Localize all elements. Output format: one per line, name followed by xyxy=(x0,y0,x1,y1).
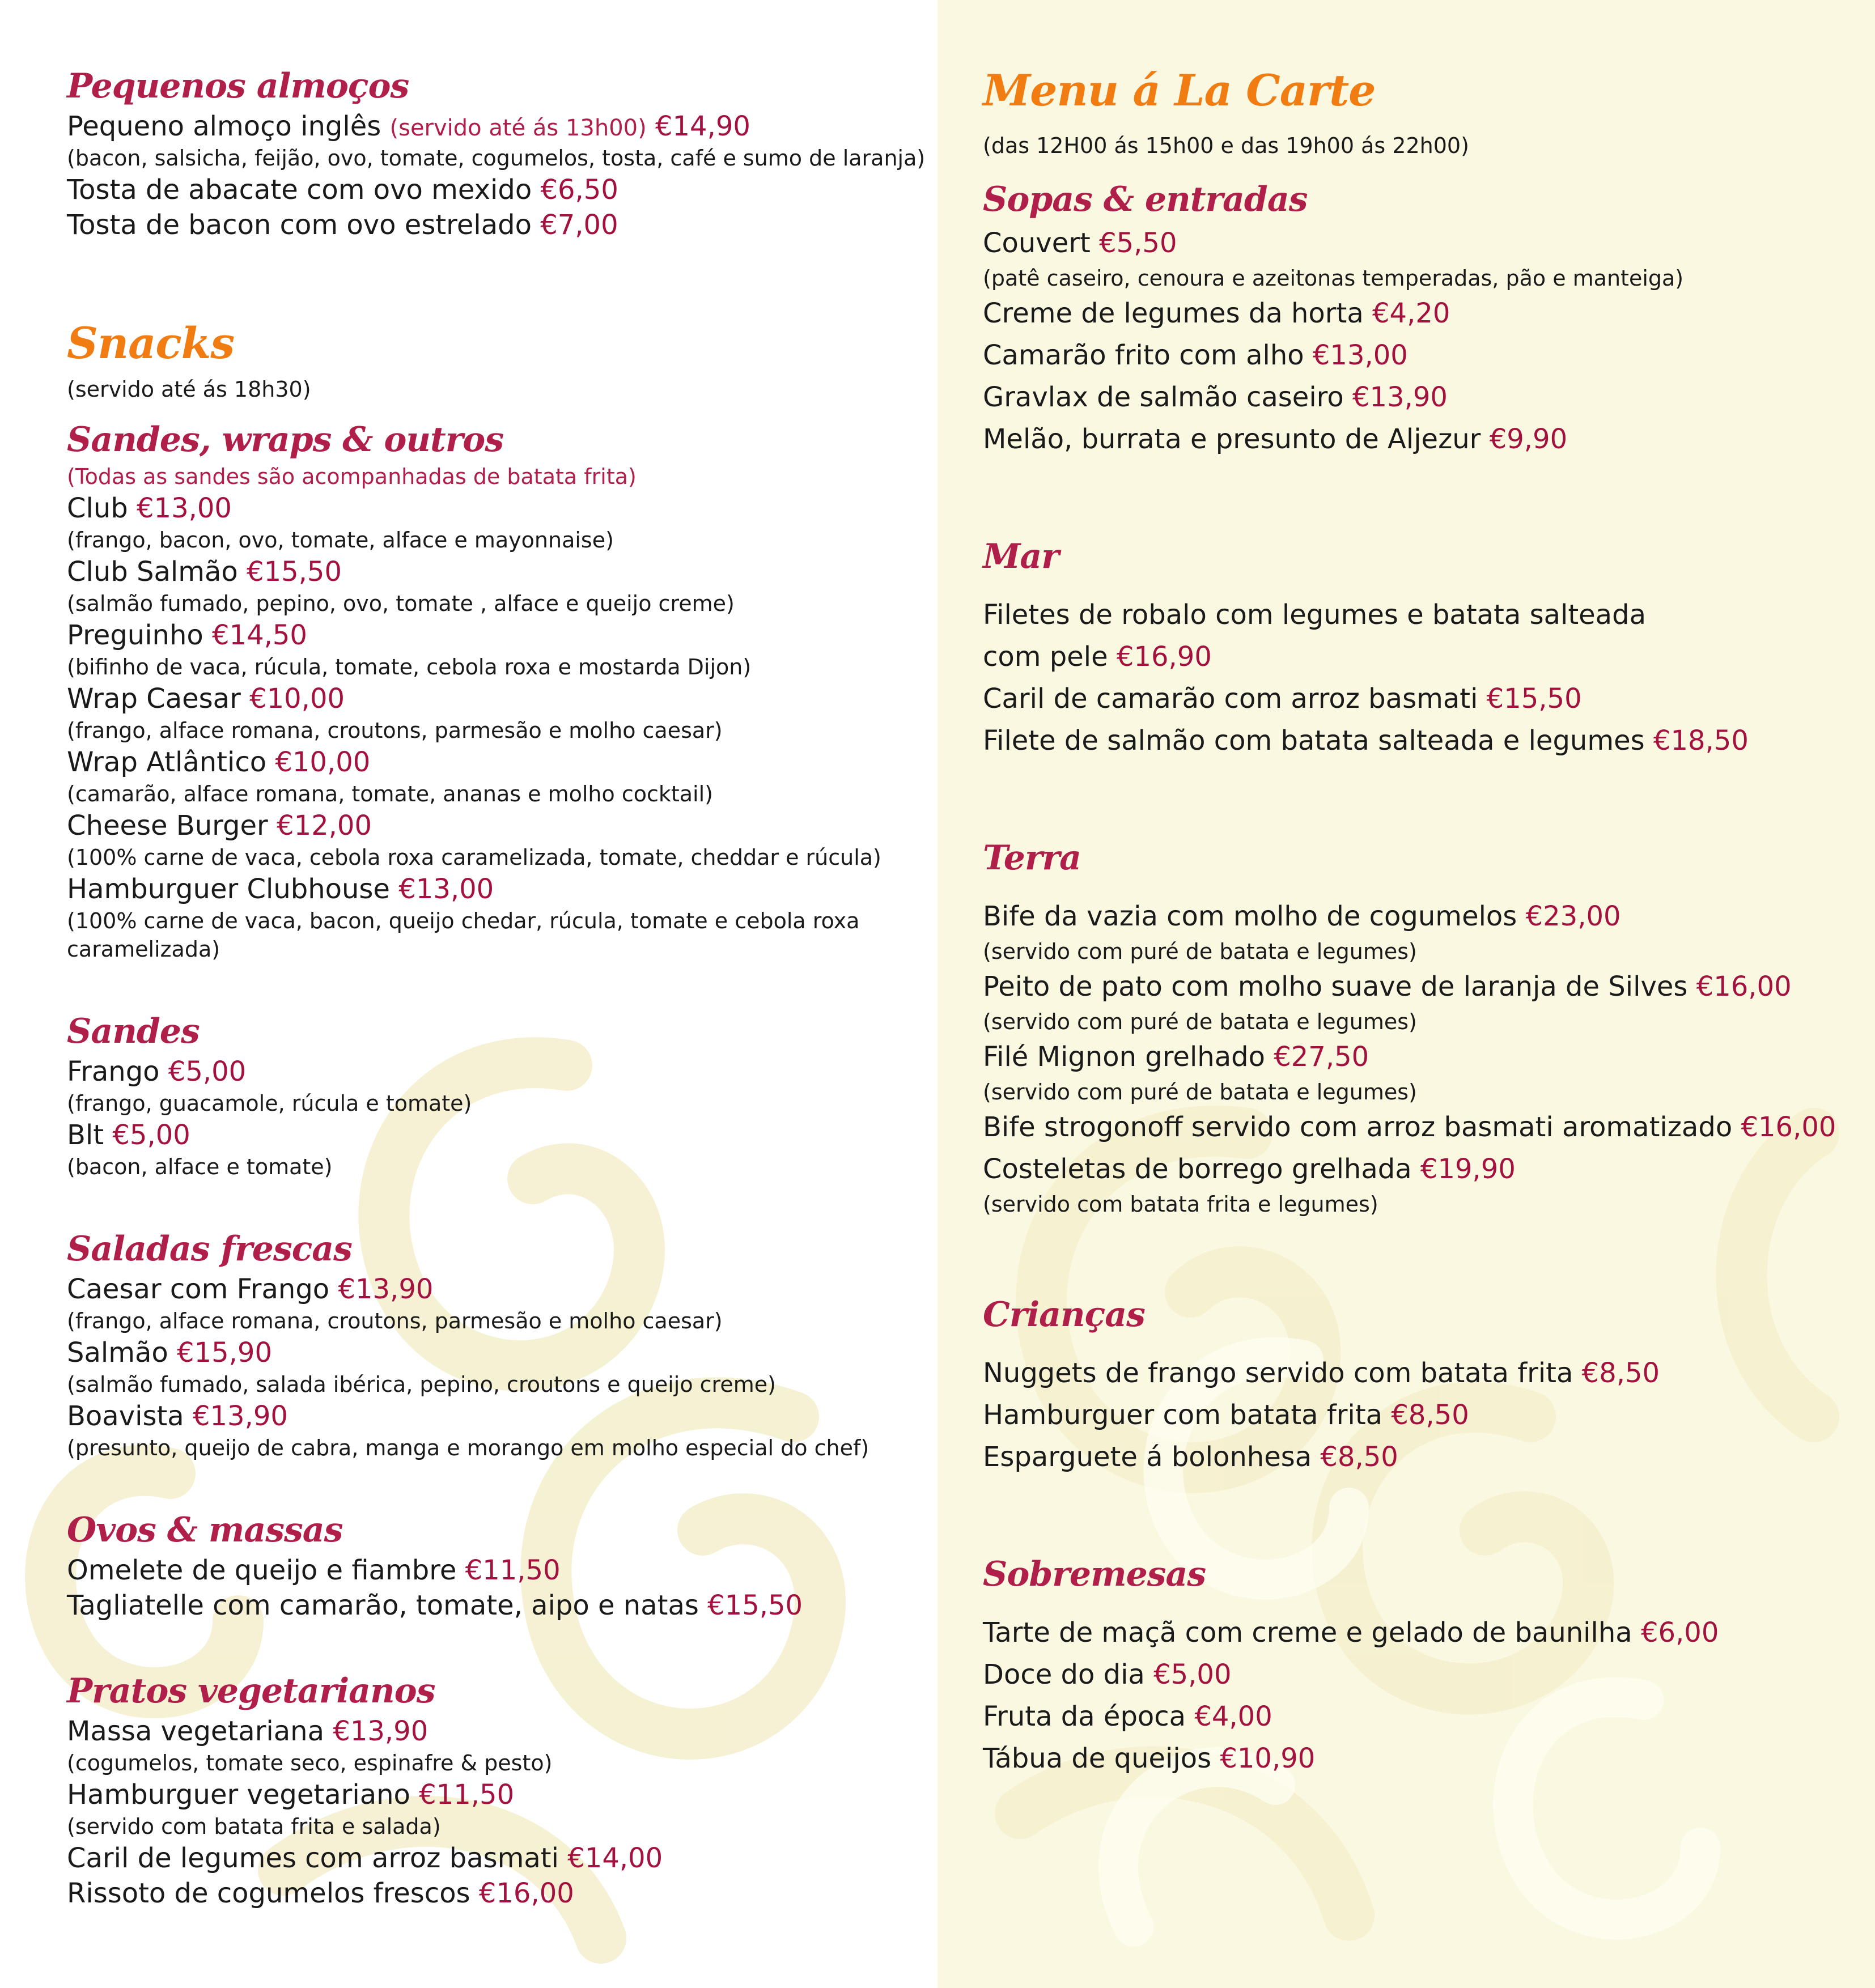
item-name: Camarão frito com alho xyxy=(983,339,1304,371)
menu-item xyxy=(67,1714,928,1749)
menu-item xyxy=(983,678,1867,720)
menu-item xyxy=(983,1436,1867,1478)
menu-item xyxy=(67,172,928,207)
item-name: Cheese Burger xyxy=(67,810,268,842)
item-price: €8,50 xyxy=(1391,1399,1469,1431)
item-name: Frango xyxy=(67,1056,160,1088)
item-description: (camarão, alface romana, tomate, ananas e molho cocktail) xyxy=(67,781,713,806)
menu-item xyxy=(67,1588,928,1623)
item-price: €9,90 xyxy=(1489,423,1568,455)
item-price: €13,90 xyxy=(1352,381,1448,413)
item-price: €13,00 xyxy=(1312,339,1408,371)
item-name: Melão, burrata e presunto de Aljezur xyxy=(983,423,1481,455)
item-price: €18,50 xyxy=(1653,725,1749,757)
item-name: Tábua de queijos xyxy=(983,1743,1212,1774)
menu-item xyxy=(67,681,928,716)
item-price: €16,00 xyxy=(478,1877,574,1909)
menu-item xyxy=(67,1118,928,1153)
item-description: (bifinho de vaca, rúcula, tomate, cebola roxa e mostarda Dijon) xyxy=(67,655,752,679)
item-name: Filetes de robalo com legumes e batata salteada xyxy=(983,599,1646,631)
menu-item xyxy=(983,1654,1867,1696)
section-note: (das 12H00 ás 15h00 e das 19h00 ás 22h00) xyxy=(983,133,1469,158)
item-price: €7,00 xyxy=(540,209,618,241)
menu-item xyxy=(983,376,1867,418)
menu-item xyxy=(983,966,1867,1008)
menu-item xyxy=(67,1841,928,1876)
section-title: Mar xyxy=(983,537,1059,576)
item-name: Omelete de queijo e fiambre xyxy=(67,1554,457,1586)
item-description: (patê caseiro, cenoura e azeitonas temperadas, pão e manteiga) xyxy=(983,266,1684,291)
item-name: Wrap Atlântico xyxy=(67,746,267,778)
section-criancas xyxy=(983,1292,1867,1478)
item-price: €11,50 xyxy=(465,1554,561,1586)
menu-item xyxy=(67,109,928,144)
item-name: Club xyxy=(67,492,128,524)
item-price: €16,00 xyxy=(1741,1111,1836,1143)
item-name: Hamburguer com batata frita xyxy=(983,1399,1383,1431)
section-sobremesas xyxy=(983,1552,1867,1779)
item-description: (frango, guacamole, rúcula e tomate) xyxy=(67,1091,472,1116)
section-sandes-wraps xyxy=(67,417,928,963)
section-title: Sopas & entradas xyxy=(983,180,1308,219)
item-price: €16,00 xyxy=(1696,971,1792,1003)
item-name: Salmão xyxy=(67,1337,168,1369)
item-price: €27,50 xyxy=(1274,1041,1369,1073)
section-title: Sandes xyxy=(67,1012,200,1051)
item-price: €13,90 xyxy=(333,1715,429,1747)
section-note: (Todas as sandes são acompanhadas de batata frita) xyxy=(67,464,637,489)
item-price: €13,00 xyxy=(398,873,494,905)
item-name: Tosta de bacon com ovo estrelado xyxy=(67,209,532,241)
item-price: €15,90 xyxy=(177,1337,272,1369)
item-description: (100% carne de vaca, cebola roxa caramelizada, tomate, cheddar e rúcula) xyxy=(67,845,881,870)
item-price: €13,90 xyxy=(338,1273,434,1305)
menu-item xyxy=(67,1553,928,1588)
item-name: Costeletas de borrego grelhada xyxy=(983,1153,1412,1185)
menu-item xyxy=(67,1335,928,1370)
menu-item xyxy=(67,808,928,843)
item-name: Wrap Caesar xyxy=(67,683,241,715)
item-name: Club Salmão xyxy=(67,556,238,588)
item-name: Hamburguer Clubhouse xyxy=(67,873,390,905)
item-name: Blt xyxy=(67,1119,104,1151)
menu-item xyxy=(983,720,1867,762)
menu-item xyxy=(983,1612,1867,1654)
section-vegetarianos xyxy=(67,1668,928,1911)
item-description: (servido com puré de batata e legumes) xyxy=(983,939,1417,964)
item-description: (bacon, alface e tomate) xyxy=(67,1154,333,1179)
item-name: Boavista xyxy=(67,1400,184,1432)
item-description: (servido com batata frita e salada) xyxy=(67,1814,441,1839)
item-description: (frango, alface romana, croutons, parmesão e molho caesar) xyxy=(67,718,723,743)
section-title: Snacks xyxy=(67,318,235,368)
item-name: Caesar com Frango xyxy=(67,1273,330,1305)
item-price: €15,50 xyxy=(707,1590,803,1621)
item-description: (100% carne de vaca, bacon, queijo chedar, rúcula, tomate e cebola roxa caramelizada) xyxy=(67,908,860,962)
item-name: com pele xyxy=(983,641,1108,673)
item-name: Esparguete á bolonhesa xyxy=(983,1441,1312,1473)
item-price: €5,50 xyxy=(1099,227,1177,259)
menu-item xyxy=(67,1876,928,1911)
item-description: (servido com puré de batata e legumes) xyxy=(983,1080,1417,1105)
item-name: Tagliatelle com camarão, tomate, aipo e natas xyxy=(67,1590,699,1621)
item-description: (servido com batata frita e legumes) xyxy=(983,1192,1378,1217)
item-price: €23,00 xyxy=(1525,900,1621,932)
section-title: Saladas frescas xyxy=(67,1229,352,1269)
section-title: Menu á La Carte xyxy=(983,65,1376,116)
item-price: €5,00 xyxy=(168,1056,247,1088)
section-title: Sobremesas xyxy=(983,1554,1206,1594)
item-price: €4,20 xyxy=(1372,298,1450,329)
section-title: Sandes, wraps & outros xyxy=(67,420,504,460)
item-name: Filé Mignon grelhado xyxy=(983,1041,1265,1073)
item-note: (servido até ás 13h00) xyxy=(389,115,647,141)
menu-item xyxy=(67,618,928,653)
section-snacks xyxy=(67,316,928,403)
section-title: Terra xyxy=(983,838,1081,878)
item-price: €16,90 xyxy=(1116,641,1212,673)
item-name: Fruta da época xyxy=(983,1701,1186,1732)
item-name: Pequeno almoço inglês xyxy=(67,111,381,142)
menu-item xyxy=(983,636,1867,678)
menu-item xyxy=(67,1399,928,1434)
item-description: (salmão fumado, salada ibérica, pepino, croutons e queijo creme) xyxy=(67,1372,776,1397)
item-price: €12,00 xyxy=(277,810,372,842)
item-description: (servido com puré de batata e legumes) xyxy=(983,1009,1417,1034)
item-name: Bife da vazia com molho de cogumelos xyxy=(983,900,1517,932)
menu-item xyxy=(983,1738,1867,1779)
section-title: Ovos & massas xyxy=(67,1510,343,1550)
item-name: Gravlax de salmão caseiro xyxy=(983,381,1344,413)
item-description: (cogumelos, tomate seco, espinafre & pesto) xyxy=(67,1751,553,1775)
menu-item xyxy=(983,1148,1867,1190)
item-price: €10,00 xyxy=(275,746,371,778)
menu-item xyxy=(983,1106,1867,1148)
section-pequenos-almocos xyxy=(67,63,928,243)
menu-item xyxy=(67,1777,928,1812)
item-name: Creme de legumes da horta xyxy=(983,298,1364,329)
menu-item xyxy=(983,594,1867,636)
section-note: (servido até ás 18h30) xyxy=(67,377,311,402)
menu-item xyxy=(983,418,1867,460)
item-description: (bacon, salsicha, feijão, ovo, tomate, cogumelos, tosta, café e sumo de laranja) xyxy=(67,146,926,171)
section-sopas-entradas xyxy=(983,177,1867,460)
section-title: Pequenos almoços xyxy=(67,66,409,106)
item-name: Caril de legumes com arroz basmati xyxy=(67,1842,559,1874)
section-title: Pratos vegetarianos xyxy=(67,1671,435,1711)
item-description: (frango, alface romana, croutons, parmesão e molho caesar) xyxy=(67,1309,723,1333)
item-price: €14,90 xyxy=(655,111,750,142)
item-price: €8,50 xyxy=(1581,1357,1660,1389)
item-name: Doce do dia xyxy=(983,1659,1145,1690)
item-description: (salmão fumado, pepino, ovo, tomate , alface e queijo creme) xyxy=(67,591,735,616)
menu-item xyxy=(983,1696,1867,1738)
left-column xyxy=(67,63,928,1911)
item-price: €4,00 xyxy=(1194,1701,1272,1732)
item-name: Couvert xyxy=(983,227,1091,259)
menu-item xyxy=(983,1036,1867,1078)
item-name: Tarte de maçã com creme e gelado de baunilha xyxy=(983,1617,1632,1649)
item-name: Nuggets de frango servido com batata frita xyxy=(983,1357,1573,1389)
item-description: (frango, bacon, ovo, tomate, alface e mayonnaise) xyxy=(67,528,614,553)
item-price: €14,50 xyxy=(212,619,307,651)
item-price: €19,90 xyxy=(1420,1153,1516,1185)
item-name: Hamburguer vegetariano xyxy=(67,1779,410,1811)
item-description: (presunto, queijo de cabra, manga e morango em molho especial do chef) xyxy=(67,1435,869,1460)
item-name: Preguinho xyxy=(67,619,203,651)
item-price: €5,00 xyxy=(112,1119,190,1151)
item-price: €5,00 xyxy=(1153,1659,1232,1690)
section-mar xyxy=(983,534,1867,762)
item-price: €6,00 xyxy=(1640,1617,1719,1649)
item-price: €10,00 xyxy=(249,683,345,715)
item-name: Filete de salmão com batata salteada e legumes xyxy=(983,725,1645,757)
menu-item xyxy=(67,207,928,243)
menu-item xyxy=(983,222,1867,264)
menu-item xyxy=(67,1054,928,1089)
section-ovos-massas xyxy=(67,1507,928,1623)
section-saladas xyxy=(67,1226,928,1462)
item-name: Caril de camarão com arroz basmati xyxy=(983,683,1487,715)
menu-item xyxy=(983,334,1867,376)
item-price: €13,00 xyxy=(137,492,232,524)
menu-item xyxy=(983,292,1867,334)
menu-item xyxy=(983,895,1867,937)
menu-item xyxy=(983,1352,1867,1394)
item-name: Massa vegetariana xyxy=(67,1715,325,1747)
menu-item xyxy=(67,872,928,907)
section-terra xyxy=(983,835,1867,1218)
item-name: Rissoto de cogumelos frescos xyxy=(67,1877,470,1909)
right-column xyxy=(983,63,1867,1779)
item-price: €11,50 xyxy=(419,1779,515,1811)
item-price: €6,50 xyxy=(540,174,618,206)
item-name: Peito de pato com molho suave de laranja de Silves xyxy=(983,971,1688,1003)
item-name: Tosta de abacate com ovo mexido xyxy=(67,174,532,206)
item-price: €15,50 xyxy=(1486,683,1582,715)
item-price: €10,90 xyxy=(1220,1743,1316,1774)
item-price: €15,50 xyxy=(247,556,342,588)
item-price: €14,00 xyxy=(567,1842,663,1874)
item-price: €8,50 xyxy=(1320,1441,1398,1473)
menu-item xyxy=(67,554,928,589)
item-name: Bife strogonoff servido com arroz basmati aromatizado xyxy=(983,1111,1733,1143)
section-sandes xyxy=(67,1009,928,1181)
section-title: Crianças xyxy=(983,1295,1145,1335)
menu-item xyxy=(67,491,928,526)
section-menu-la-carte xyxy=(983,63,1867,160)
menu-item xyxy=(67,745,928,780)
menu-item xyxy=(67,1272,928,1307)
item-price: €13,90 xyxy=(192,1400,288,1432)
menu-item xyxy=(983,1394,1867,1436)
